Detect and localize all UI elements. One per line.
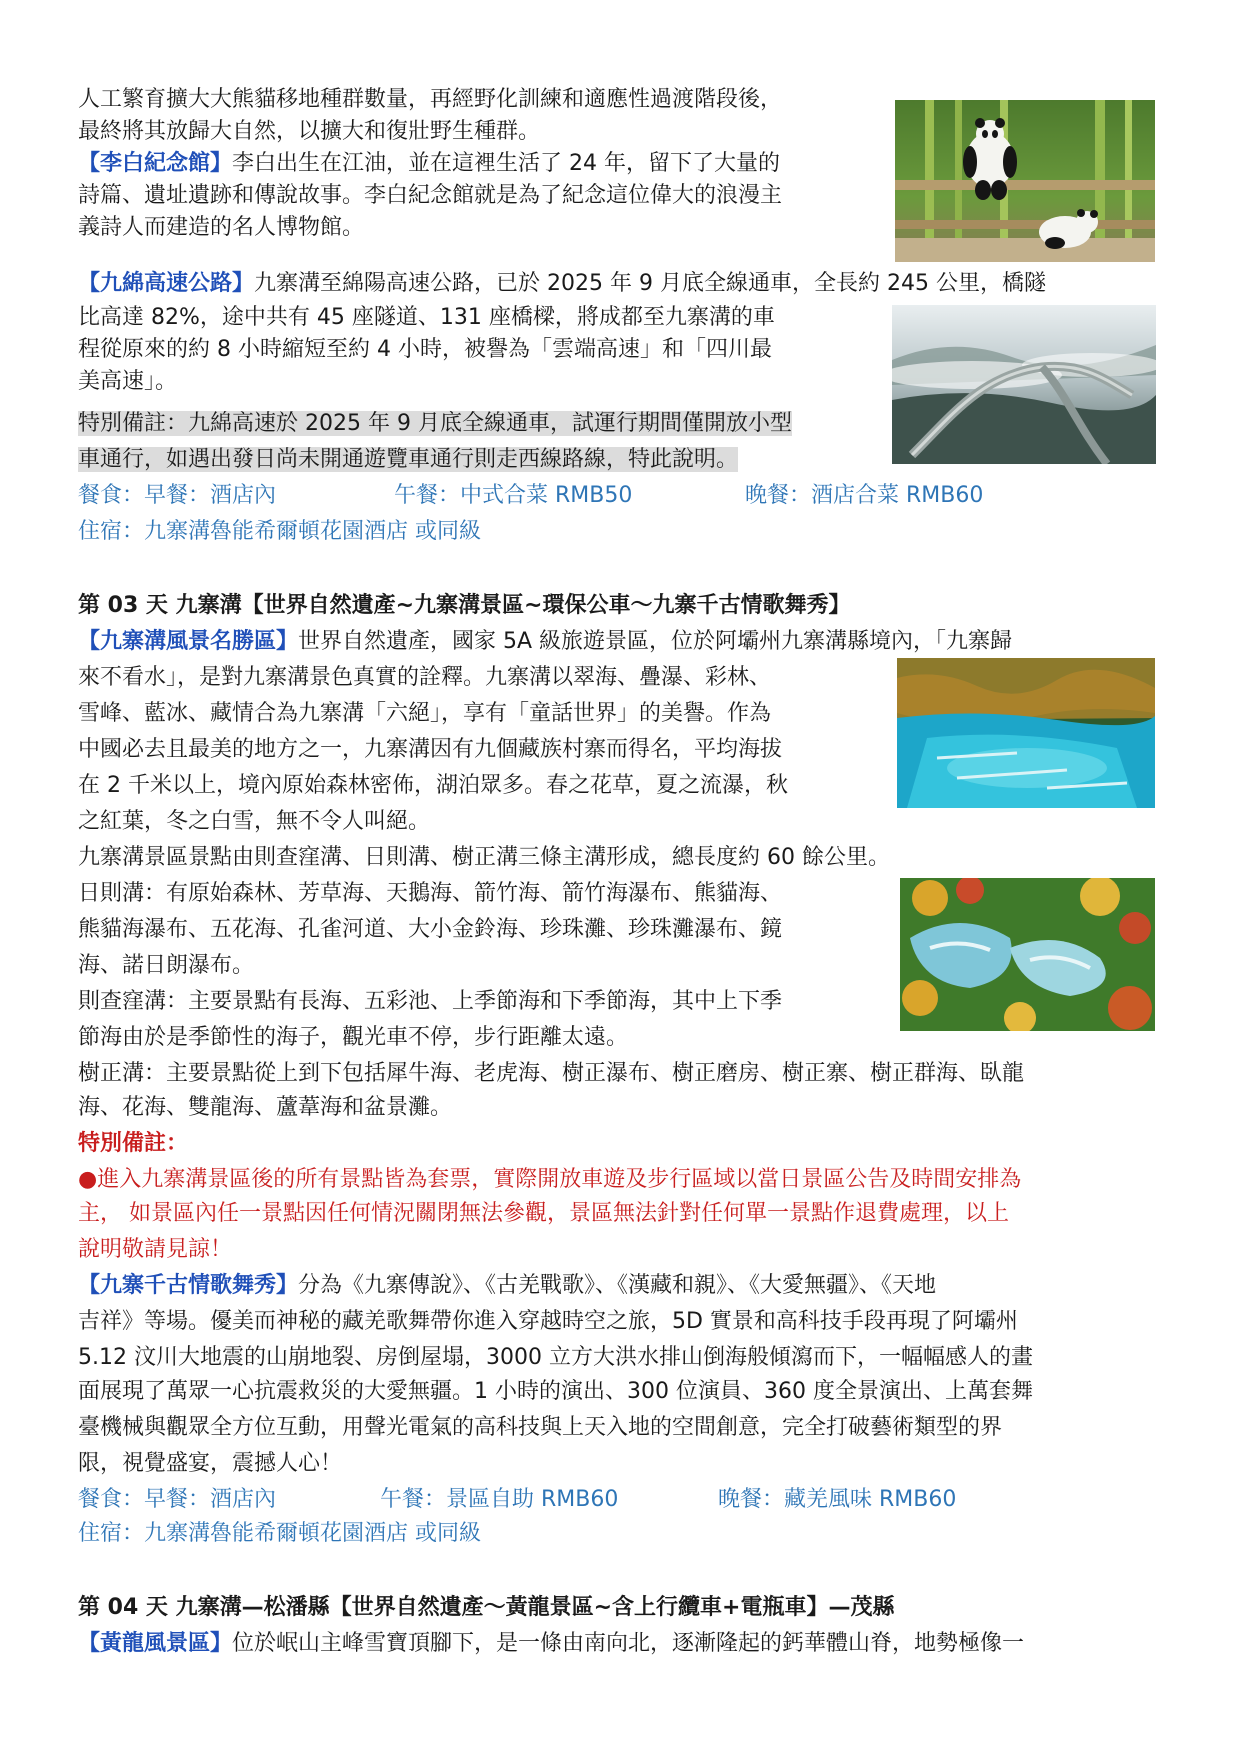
jiuzhaigou-text: 世界自然遺產，國家 5A 級旅遊景區，位於阿壩州九寨溝縣境內，「九寨歸 — [298, 629, 1013, 654]
paragraph-line: 面展現了萬眾一心抗震救災的大愛無疆。1 小時的演出、300 位演員、360 度全景演出、上萬套舞 — [78, 1379, 1033, 1404]
huanglong-text: 位於岷山主峰雪寶頂腳下，是一條由南向北，逐漸隆起的鈣華體山脊，地勢極像一 — [232, 1631, 1025, 1656]
paragraph-line: 義詩人而建造的名人博物館。 — [78, 215, 365, 240]
shuzhenggou-line: 樹正溝：主要景點從上到下包括犀牛海、老虎海、樹正瀑布、樹正磨房、樹正寨、樹正群海、臥龍 — [78, 1061, 1025, 1086]
route-summary: 九寨溝景區景點由則查窪溝、日則溝、樹正溝三條主溝形成，總長度約 60 餘公里。 — [78, 845, 890, 870]
highway-note: 車通行，如遇出發日尚未開通遊覽車通行則走西線路線，特此說明。 — [78, 447, 739, 472]
paragraph-line: 美高速」。 — [78, 369, 178, 394]
show-paragraph — [78, 1268, 1163, 1304]
paragraph-line: 雪峰、藍冰、藏情合為九寨溝「六絕」，享有「童話世界」的美譽。作為 — [78, 701, 772, 726]
libai-paragraph — [78, 146, 878, 182]
highway-title: 【九綿高速公路】 — [78, 271, 255, 296]
highway-text: 九寨溝至綿陽高速公路，已於 2025 年 9 月底全線通車，全長約 245 公里，橋隧 — [254, 271, 1046, 296]
breakfast: 餐食：早餐：酒店內 — [78, 483, 277, 508]
show-text: 分為《九寨傳說》、《古羌戰歌》、《漢藏和親》、《大愛無疆》、《天地 — [298, 1273, 937, 1298]
highway-paragraph — [78, 266, 1163, 302]
lake-photo — [897, 658, 1155, 808]
special-note-title: 特別備註： — [78, 1131, 189, 1156]
jiuzhaigou-paragraph — [78, 624, 1163, 660]
lunch: 午餐：景區自助 RMB60 — [380, 1487, 619, 1512]
dinner: 晚餐：藏羌風味 RMB60 — [718, 1487, 957, 1512]
day4-heading: 第 04 天 九寨溝—松潘縣【世界自然遺產～黃龍景區~含上行纜車+電瓶車】—茂縣 — [78, 1595, 895, 1620]
paragraph-line: 節海由於是季節性的海子，觀光車不停，步行距離太遠。 — [78, 1025, 629, 1050]
paragraph-line: 人工繁育擴大大熊貓移地種群數量，再經野化訓練和適應性過渡階段後， — [78, 87, 783, 112]
dinner: 晚餐：酒店合菜 RMB60 — [745, 483, 984, 508]
paragraph-line: 程從原來的約 8 小時縮短至約 4 小時，被譽為「雲端高速」和「四川最 — [78, 337, 772, 362]
paragraph-line: 吉祥》等場。優美而神秘的藏羌歌舞帶你進入穿越時空之旅，5D 實景和高科技手段再現了阿壩州 — [78, 1309, 1018, 1334]
paragraph-line: 熊貓海瀑布、五花海、孔雀河道、大小金鈴海、珍珠灘、珍珠灘瀑布、鏡 — [78, 917, 783, 942]
huanglong-title: 【黃龍風景區】 — [78, 1631, 233, 1656]
paragraph-line: 在 2 千米以上，境內原始森林密佈，湖泊眾多。春之花草，夏之流瀑，秋 — [78, 773, 788, 798]
paragraph-line: 之紅葉，冬之白雪，無不令人叫絕。 — [78, 809, 431, 834]
paragraph-line: 來不看水」，是對九寨溝景色真實的詮釋。九寨溝以翠海、疊瀑、彩林、 — [78, 665, 772, 690]
special-note-line: ●進入九寨溝景區後的所有景點皆為套票，實際開放車遊及步行區域以當日景區公告及時間安排為 — [78, 1167, 1022, 1192]
paragraph-line: 中國必去且最美的地方之一，九寨溝因有九個藏族村寨而得名，平均海拔 — [78, 737, 783, 762]
paragraph-line: 海、諾日朗瀑布。 — [78, 953, 255, 978]
panda-photo — [895, 100, 1155, 262]
paragraph-line: 限，視覺盛宴，震撼人心！ — [78, 1451, 343, 1476]
paragraph-line: 臺機械與觀眾全方位互動，用聲光電氣的高科技與上天入地的空間創意，完全打破藝術類型的界 — [78, 1415, 1003, 1440]
breakfast: 餐食：早餐：酒店內 — [78, 1487, 277, 1512]
lunch: 午餐：中式合菜 RMB50 — [394, 483, 633, 508]
huanglong-paragraph — [78, 1626, 1163, 1662]
lodging: 住宿：九寨溝魯能希爾頓花園酒店 或同級 — [78, 1521, 481, 1546]
paragraph-line: 比高達 82%，途中共有 45 座隧道、131 座橋樑，將成都至九寨溝的車 — [78, 305, 775, 330]
day3-heading: 第 03 天 九寨溝【世界自然遺產~九寨溝景區~環保公車～九寨千古情歌舞秀】 — [78, 593, 851, 618]
libai-text: 李白出生在江油，並在這裡生活了 24 年，留下了大量的 — [232, 151, 780, 176]
jiuzhaigou-title: 【九寨溝風景名勝區】 — [78, 629, 299, 654]
zechawagou-line: 則查窪溝：主要景點有長海、五彩池、上季節海和下季節海，其中上下季 — [78, 989, 783, 1014]
libai-title: 【李白紀念館】 — [78, 151, 233, 176]
paragraph-line: 5.12 汶川大地震的山崩地裂、房倒屋塌，3000 立方大洪水排山倒海般傾瀉而下，一幅幅感人的畫 — [78, 1345, 1033, 1370]
special-note-line: 說明敬請見諒！ — [78, 1237, 233, 1262]
lodging: 住宿：九寨溝魯能希爾頓花園酒店 或同級 — [78, 519, 481, 544]
paragraph-line: 詩篇、遺址遺跡和傳說故事。李白紀念館就是為了紀念這位偉大的浪漫主 — [78, 183, 783, 208]
show-title: 【九寨千古情歌舞秀】 — [78, 1273, 299, 1298]
paragraph-line: 海、花海、雙龍海、蘆葦海和盆景灘。 — [78, 1095, 453, 1120]
rizegou-line: 日則溝：有原始森林、芳草海、天鵝海、箭竹海、箭竹海瀑布、熊貓海、 — [78, 881, 783, 906]
aerial-photo — [900, 878, 1155, 1031]
highway-note: 特別備註：九綿高速於 2025 年 9 月底全線通車，試運行期間僅開放小型 — [78, 411, 792, 436]
special-note-line: 主， 如景區內任一景點因任何情況關閉無法參觀，景區無法針對任何單一景點作退費處理，以上 — [78, 1201, 1009, 1226]
paragraph-line: 最終將其放歸大自然，以擴大和復壯野生種群。 — [78, 119, 541, 144]
highway-photo — [892, 305, 1156, 464]
